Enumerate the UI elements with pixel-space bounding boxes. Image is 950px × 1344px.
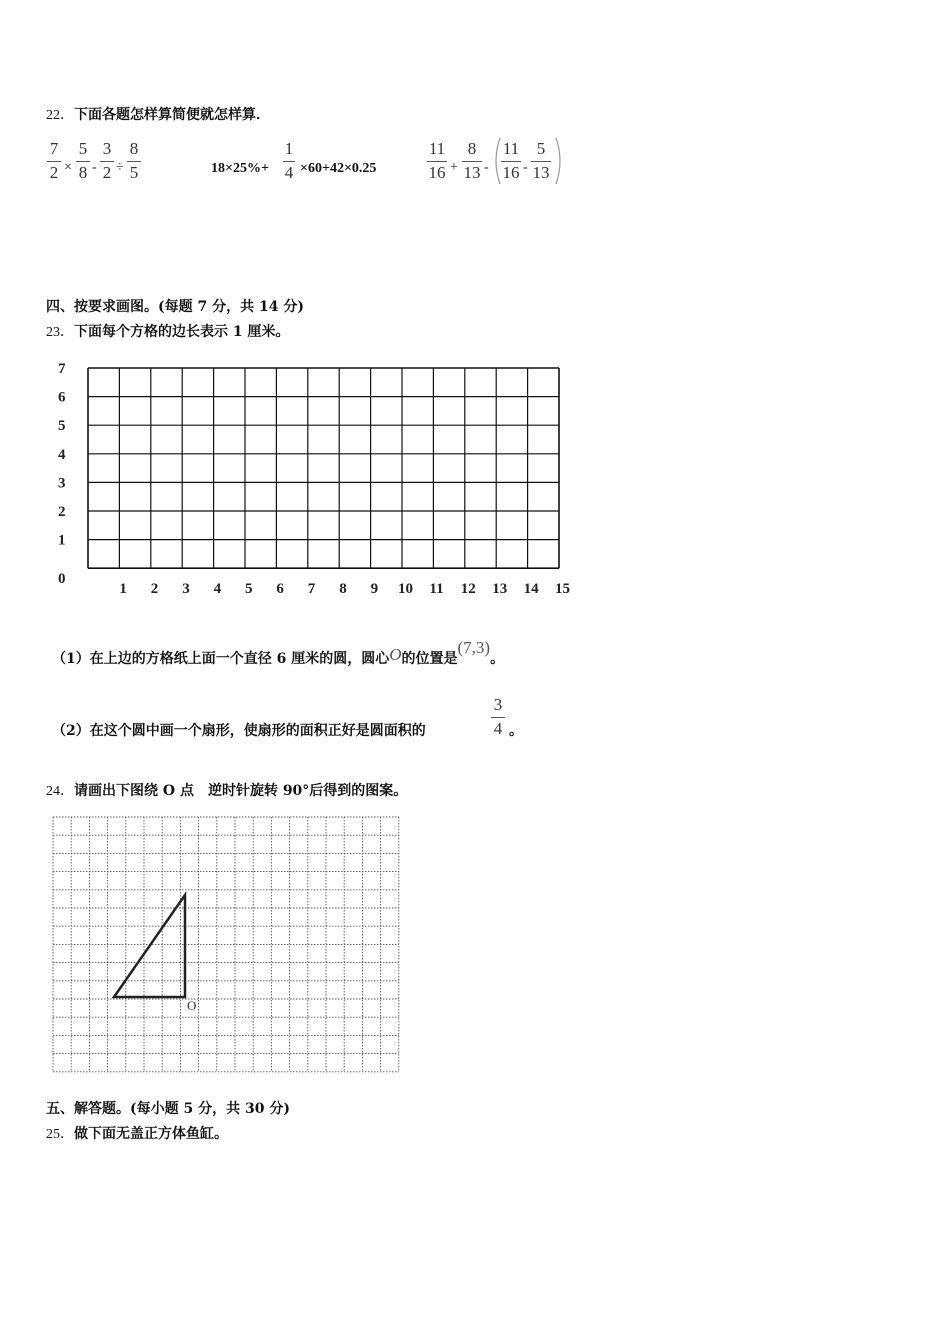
x-tick-label: 5 — [245, 581, 253, 598]
y-tick-label: 4 — [58, 446, 66, 463]
x-tick-label: 7 — [307, 581, 316, 598]
x-tick-label: 11 — [429, 581, 444, 598]
q23-heading — [46, 321, 290, 341]
point-o-label: O — [187, 998, 197, 1013]
q22-heading — [46, 104, 270, 124]
q24-number: 24． — [46, 784, 74, 799]
y-tick-label: 1 — [58, 532, 66, 549]
fraction-11-16: 11 16 — [428, 139, 446, 182]
q23-part2-text: （2）在这个圆中画一个扇形，使扇形的面积正好是圆面积的 — [52, 723, 426, 739]
x-tick-label: 8 — [339, 581, 347, 598]
multiply-sign: × — [64, 160, 72, 175]
x-tick-label: 9 — [370, 581, 379, 598]
y-tick-label: 5 — [58, 418, 66, 435]
minus-sign-2: - — [484, 160, 489, 175]
center-coordinate: (7,3) — [457, 638, 491, 657]
center-o-var: O — [389, 645, 402, 664]
fraction-3-2: 3 2 — [99, 140, 115, 182]
expr2-right: ×60+42×0.25 — [300, 161, 377, 176]
q25-number: 25． — [46, 1127, 74, 1142]
q25-heading — [46, 1123, 228, 1143]
fraction-1-4: 1 4 — [284, 139, 294, 182]
y-tick-label: 7 — [58, 361, 66, 377]
x-tick-label: 12 — [460, 581, 476, 598]
fraction-5-8: 5 8 — [75, 140, 91, 182]
q23-number: 23． — [46, 325, 74, 340]
y-tick-label: 2 — [58, 504, 66, 520]
x-tick-label: 15 — [555, 581, 570, 598]
x-tick-label: 10 — [398, 581, 413, 598]
q22-number: 22． — [46, 108, 74, 123]
y-tick-label: 6 — [58, 389, 66, 406]
fraction-8-13: 8 13 — [463, 139, 481, 182]
fraction-3-4: 3 4 — [490, 696, 506, 738]
expr2-left: 18×25%+ — [211, 161, 269, 176]
q23-text: 下面每个方格的边长表示 1 厘米。 — [74, 324, 290, 340]
coordinate-grid — [52, 356, 582, 600]
x-tick-label: 6 — [276, 581, 284, 598]
divide-sign: ÷ — [116, 160, 124, 175]
right-paren — [552, 136, 566, 186]
q24-heading — [46, 780, 407, 800]
q24-text: 请画出下图绕 O 点 逆时针旋转 90°后得到的图案。 — [74, 783, 408, 799]
y-tick-label: 3 — [58, 475, 66, 492]
section-5-title: 五、解答题。(每小题 5 分，共 30 分) — [46, 1101, 290, 1117]
triangle-shape — [114, 895, 185, 997]
fraction-5-13: 5 13 — [532, 139, 550, 182]
q22-text: 下面各题怎样算简便就怎样算． — [74, 107, 270, 123]
plus-sign: + — [450, 160, 458, 175]
x-tick-label: 1 — [119, 581, 127, 598]
fraction-11-16-b: 11 16 — [502, 139, 520, 182]
q23-part1-end: 。 — [490, 651, 505, 667]
q23-part1 — [52, 638, 505, 668]
x-tick-label: 3 — [182, 581, 190, 598]
q25-text: 做下面无盖正方体鱼缸。 — [74, 1126, 228, 1142]
q23-part2-end: 。 — [509, 723, 523, 739]
x-tick-label: 13 — [492, 581, 508, 598]
fraction-8-5: 8 5 — [126, 140, 142, 182]
minus-sign-3: - — [523, 160, 528, 175]
section-4-title: 四、按要求画图。(每题 7 分，共 14 分) — [46, 299, 304, 315]
minus-sign: - — [92, 160, 97, 175]
q23-part2 — [52, 720, 426, 740]
q23-part1-mid: 的位置是 — [401, 651, 458, 667]
y-tick-label: 0 — [58, 571, 66, 588]
q23-part1-text: （1）在上边的方格纸上面一个直径 6 厘米的圆，圆心 — [52, 651, 390, 667]
rotation-grid — [50, 812, 420, 1078]
fraction-7-2: 7 2 — [46, 140, 62, 182]
x-tick-label: 4 — [213, 581, 222, 598]
x-tick-label: 2 — [150, 581, 159, 598]
x-tick-label: 14 — [523, 581, 539, 598]
